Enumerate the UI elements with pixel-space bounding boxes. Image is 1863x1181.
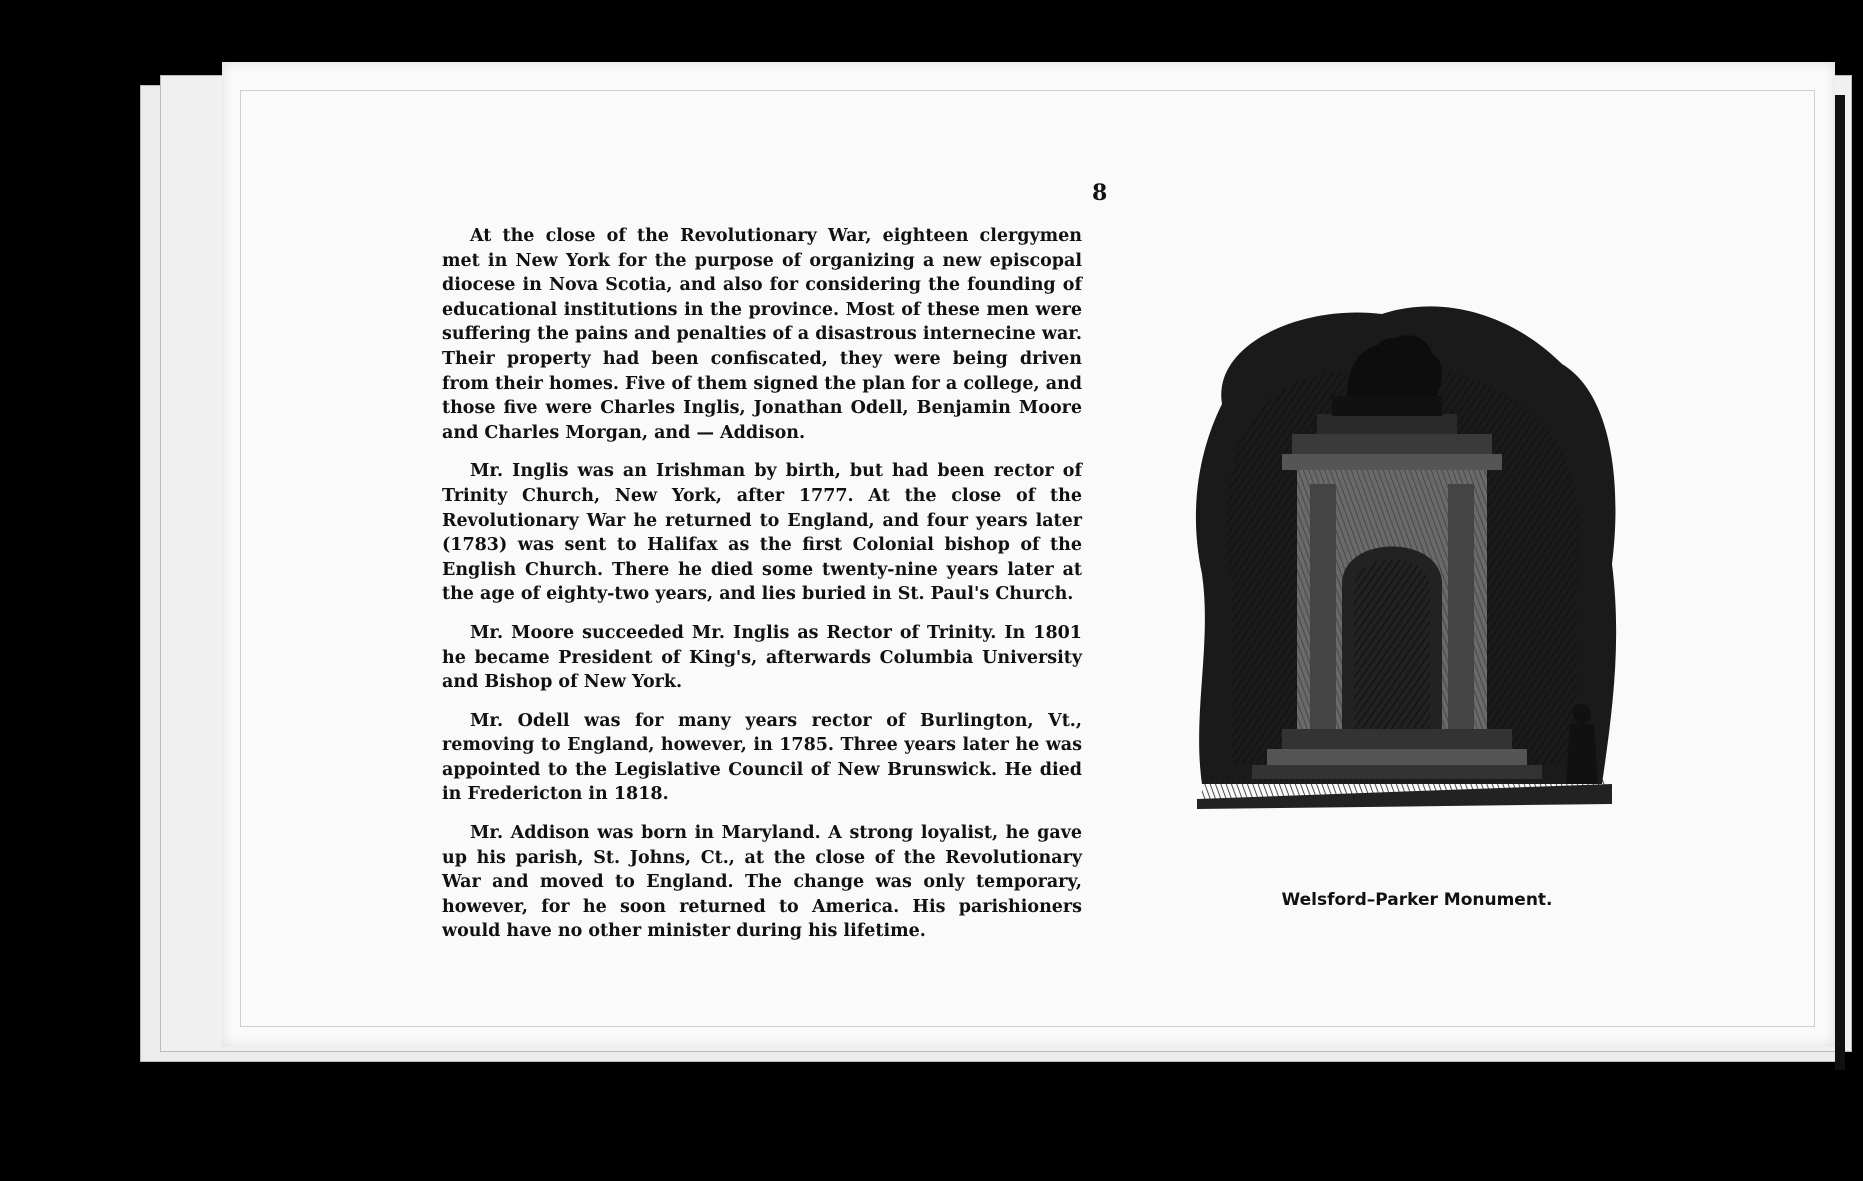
paragraph-odell: Mr. Odell was for many years rector of Burlington, Vt., removing to England, however, in 1785. Three years later he was appointed to the Legislative Council of New Brunswick. He died in Fredericton in 1818. [442, 710, 1082, 805]
book-page [222, 62, 1835, 1047]
body-text [442, 224, 1082, 958]
monument-engraving [1182, 284, 1617, 859]
figure-caption: Welsford–Parker Monument. [1281, 890, 1553, 910]
page-number: 8 [1092, 180, 1108, 206]
page-edge-shadow [1835, 95, 1845, 1070]
paragraph-revolutionary-war: At the close of the Revolutionary War, eighteen clergymen met in New York for the purpose of organizing a new episcopal diocese in Nova Scotia, and also for considering the founding of educational institutions in the province. Most of these men were suffering the pains and penalties of a disastrous internecine war. Their property had been confiscated, they were being driven from their homes. Five of them signed the plan for a college, and those five were Charles Inglis, Jonathan Odell, Benjamin Moore and Charles Morgan, and — Addison. [442, 226, 1082, 443]
paragraph-moore: Mr. Moore succeeded Mr. Inglis as Rector of Trinity. In 1801 he became President of King's, afterwards Columbia University and Bishop of New York. [442, 622, 1082, 693]
paragraph-inglis: Mr. Inglis was an Irishman by birth, but had been rector of Trinity Church, New York, after 1777. At the close of the Revolutionary War he returned to England, and four years later (1783) was sent to Halifax as the first Colonial bishop of the English Church. There he died some twenty-nine years later at the age of eighty-two years, and lies buried in St. Paul's Church. [442, 461, 1082, 605]
paragraph-addison: Mr. Addison was born in Maryland. A strong loyalist, he gave up his parish, St. Johns, Ct., at the close of the Revolutionary War and moved to England. The change was only temporary, however, for he soon returned to America. His parishioners would have no other minister during his lifetime. [442, 823, 1082, 942]
